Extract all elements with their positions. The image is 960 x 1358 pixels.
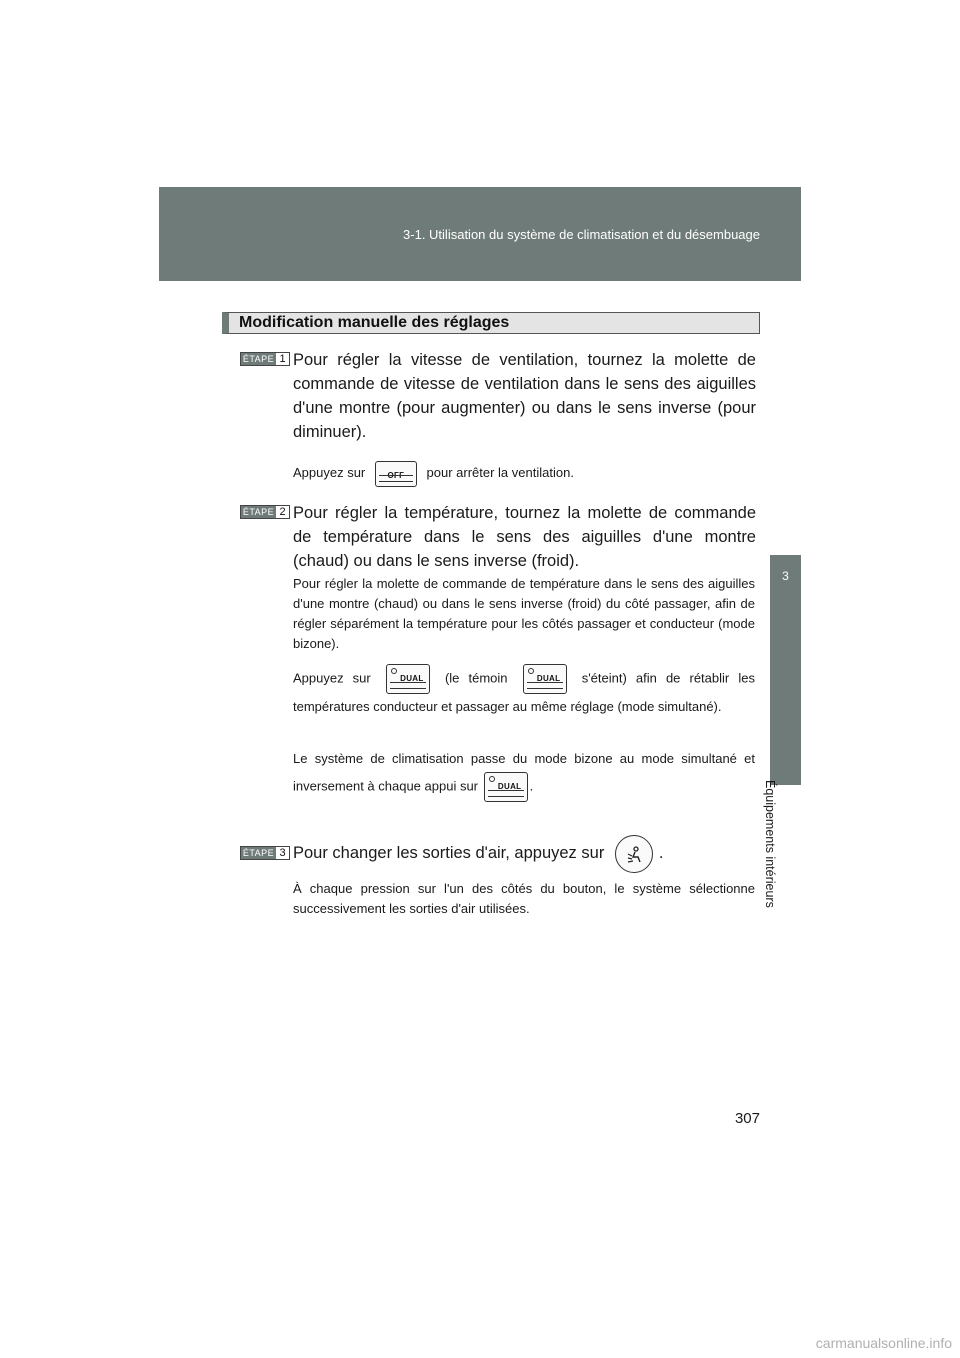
side-tab	[770, 555, 801, 785]
step-1-text: Pour régler la vitesse de ventilation, tournez la molette de commande de vitesse de ventilation dans le sens des aiguilles d'une montre (pour augmenter) ou dans le sens inverse (pour diminuer).	[293, 351, 756, 441]
side-tab-label: Équipements intérieurs	[763, 780, 777, 908]
step-3-note: À chaque pression sur l'un des côtés du bouton, le système sélectionne successivement les sorties d'air utilisées.	[293, 881, 755, 916]
off-button-icon: OFF	[375, 461, 417, 487]
step-3-text: Pour changer les sorties d'air, appuyez sur .	[293, 833, 756, 873]
step-2-note-3: Le système de climatisation passe du mode bizone au mode simultané et inversement à chaque appui sur DUAL .	[293, 746, 755, 802]
chapter-header	[159, 187, 801, 281]
dual-button-icon-2: DUAL	[484, 772, 528, 802]
step-2-note-1: Pour régler la molette de commande de température dans le sens des aiguilles d'une montre (chaud) ou dans le sens inverse (froid) du côté passager, afin de régler séparément la température pour les côtés passager et conducteur (mode bizone).	[293, 576, 755, 651]
side-tab-number: 3	[782, 569, 789, 583]
air-outlet-mode-button-icon	[615, 835, 653, 873]
dual-button-icon: DUAL	[386, 664, 430, 694]
step-badge-2: ÉTAPE 2	[240, 505, 290, 519]
section-title: Modification manuelle des réglages	[239, 314, 510, 331]
chapter-title: 3-1. Utilisation du système de climatisation et du désembuage	[403, 227, 760, 242]
page-number: 307	[734, 1110, 760, 1127]
watermark: carmanualsonline.info	[815, 1335, 952, 1351]
step-2-note-2: Appuyez sur DUAL (le témoin DUAL s'éteint) afin de rétablir les températures conducteur et passager au même réglage (mode simultané).	[293, 664, 755, 720]
dual-indicator-icon: DUAL	[523, 664, 567, 694]
step-badge-1: ÉTAPE 1	[240, 352, 290, 366]
step-badge-3: ÉTAPE 3	[240, 846, 290, 860]
step-2-text: Pour régler la température, tournez la molette de commande de température dans le sens des aiguilles d'une montre (chaud) ou dans le sens inverse (froid).	[293, 504, 756, 570]
step-1-note: Appuyez sur OFF pour arrêter la ventilation.	[293, 460, 755, 487]
section-heading	[222, 312, 760, 334]
